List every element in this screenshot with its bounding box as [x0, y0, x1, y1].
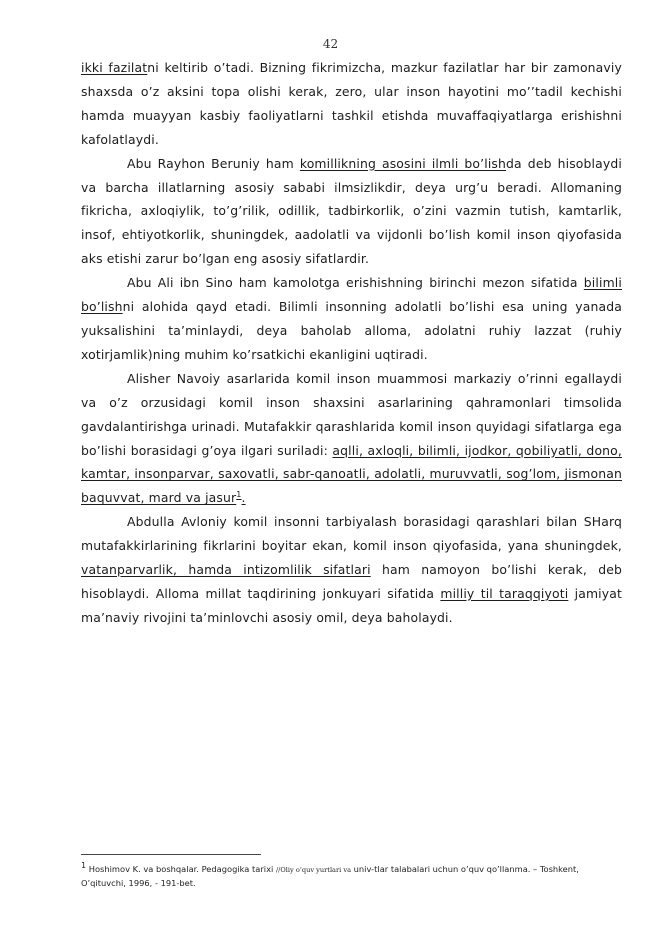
footnote-divider: [81, 854, 261, 855]
text-segment: Abdulla Avloniy komil insonni tarbiyalash borasidagi qarashlari bilan SHarq mutafakkirlarining fikrlarini boyitar ekan, komil inson qiyofasida, yana shuningdek,: [81, 514, 622, 554]
paragraph: [81, 271, 622, 367]
underlined-phrase: bilimli bo’lish: [81, 275, 622, 315]
text-segment: da deb hisoblaydi va barcha illatlarning asosiy sababi ilmsizlikdir, deya urg’u beradi. Allomaning fikricha, axloqiylik, to’g’rilik, odillik, tadbirkorlik, o’zini vazmin tutish, kamtarlik, insof, ehtiyotkorlik, shuningdek, aadolatli va vijdonli bo’lish komil inson qiyofasida aks etishi zarur bo’lgan eng asosiy sifatlardir.: [81, 155, 622, 267]
paragraph: [81, 367, 622, 510]
text-segment: ni keltirib o’tadi. Bizning fikrimizcha, mazkur fazilatlar har bir zamonaviy shaxsda o’z aksini topa olishi kerak, zero, ular inson hayotini mo’’tadil kechishi hamda muayyan kasbiy faoliyatlarni tashkil etishda muvaffaqiyatlarga erishishni kafolatlaydi.: [81, 60, 622, 147]
underlined-phrase: aqlli, axloqli, bilimli, ijodkor, qobiliyatli, dono, kamtar, insonparvar, saxovatli, sabr-qanoatli, adolatli, muruvvatli, sog’lom, jismonan baquvvat, mard va jasur: [81, 442, 623, 506]
text-segment: ni alohida qayd etadi. Bilimli insonning adolatli bo’lishi esa uning yanada yuksalishini ta’minlaydi, deya baholab alloma, adolatni ruhiy lazzat (ruhiy xotirjamlik)ning muhim ko’rsatkichi ekanligini uqtiradi.: [81, 299, 622, 362]
underlined-phrase: vatanparvarlik, hamda intizomlilik sifatlari: [81, 562, 371, 578]
body-text: [81, 56, 622, 630]
underlined-phrase: komillikning asosini ilmli bo’lish: [299, 155, 507, 171]
underlined-phrase: ikki fazilat: [81, 60, 148, 75]
footnote: [81, 863, 626, 890]
text-segment: jamiyat ma’naviy rivojini ta’minlovchi asosiy omil, deya baholaydi.: [81, 585, 622, 625]
text-segment: ham namoyon bo’lishi kerak, deb hisoblaydi. Alloma millat taqdirining jonkuyari sifatida: [81, 562, 623, 601]
text-segment: Abu Ali ibn Sino ham kamolotga erishishning birinchi mezon sifatida: [127, 275, 584, 291]
text-segment: Abu Rayhon Beruniy ham: [127, 155, 300, 171]
text-segment: Alisher Navoiy asarlarida komil inson muammosi markaziy o’rinni egallaydi va o’z orzusidagi komil inson shaxsini asarlarining qahramonlari timsolida gavdalantirishga urinadi. Mutafakkir qarashlarida komil inson quyidagi sifatlarga ega bo’lishi borasidagi g’oya ilgari suriladi:: [81, 370, 622, 458]
paragraph: [81, 510, 622, 630]
footnote-text-small: //Oliy o’quv yurtlari va: [275, 866, 352, 874]
page-number: 42: [322, 37, 339, 51]
footnote-text: Hoshimov K. va boshqalar. Pedagogika tarixi: [86, 864, 276, 874]
paragraph: [81, 152, 622, 272]
footnote-marker: 1: [81, 861, 87, 871]
paragraph: [81, 56, 622, 152]
footnote-text: univ-tlar talabalari uchun o’quv qo’llanma. – Toshkent, O’qituvchi, 1996, - 191-bet.: [81, 864, 579, 888]
underlined-phrase: 1: [236, 490, 242, 500]
underlined-phrase: milliy til taraqqiyoti: [440, 585, 569, 601]
underlined-phrase: .: [241, 490, 246, 506]
